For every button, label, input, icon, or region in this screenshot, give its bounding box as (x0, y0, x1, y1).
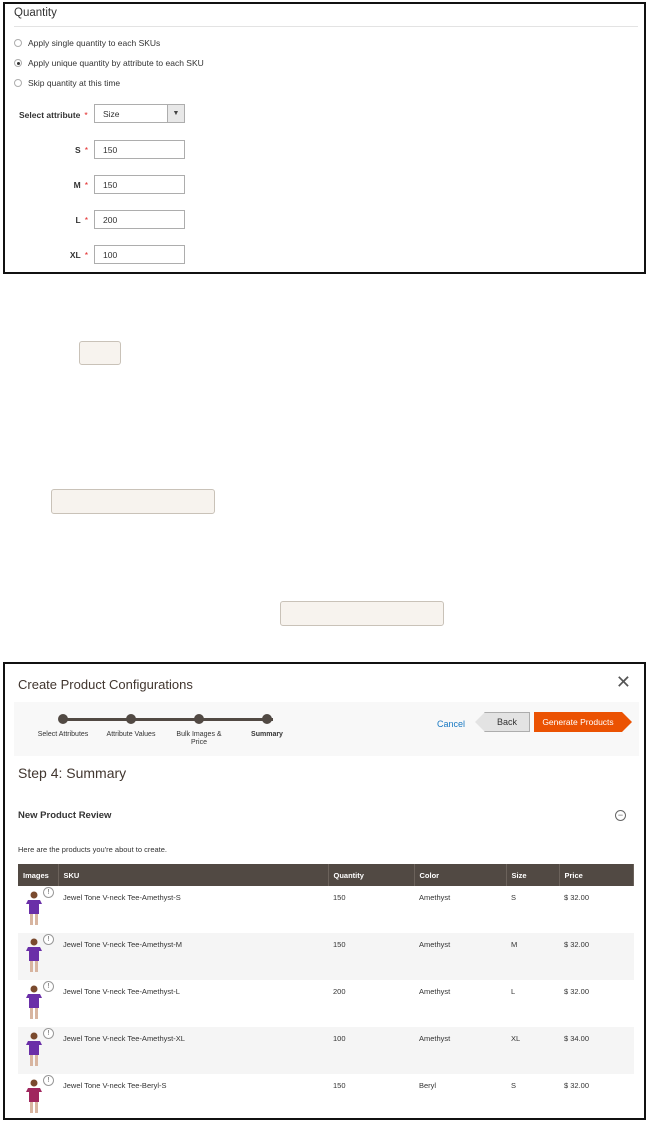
table-row (18, 1027, 634, 1074)
price-cell: $ 32.00 (564, 893, 590, 902)
section-description: Here are the products you're about to create. (18, 845, 168, 854)
select-attribute-text: Select attribute (19, 110, 81, 120)
size-l-label (45, 215, 88, 225)
chevron-down-icon[interactable]: ▼ (167, 105, 184, 122)
required-marker: * (84, 215, 88, 225)
color-cell: Amethyst (419, 987, 451, 996)
sku-cell: Jewel Tone V-neck Tee-Amethyst-M (58, 933, 328, 980)
table-row (18, 886, 634, 933)
info-badge-icon[interactable]: ! (43, 887, 54, 898)
quantity-cell: 200 (333, 987, 346, 996)
table-row (18, 933, 634, 980)
price-cell: $ 34.00 (559, 1027, 634, 1074)
blank-button-placeholder (51, 489, 215, 514)
required-marker: * (84, 250, 88, 260)
size-label-text: XL (69, 250, 81, 260)
image-cell (18, 1027, 58, 1074)
quantity-cell: 150 (333, 893, 346, 902)
column-header: Images (18, 864, 58, 886)
radio-button-selected[interactable] (14, 59, 22, 67)
required-marker: * (84, 110, 88, 120)
sku-cell: Jewel Tone V-neck Tee-Amethyst-XL (58, 1027, 328, 1074)
radio-button[interactable] (14, 79, 22, 87)
radio-label: Skip quantity at this time (28, 78, 121, 88)
info-badge-icon[interactable]: ! (43, 1028, 54, 1039)
section-title: New Product Review (18, 810, 112, 821)
wizard-steps-bar (14, 702, 639, 756)
products-table (18, 864, 634, 1120)
color-cell: Beryl (419, 1081, 437, 1090)
blank-button-placeholder (79, 341, 121, 365)
back-button[interactable]: Back (484, 712, 530, 732)
size-l-quantity-input[interactable]: 200 (94, 210, 185, 229)
column-header: Size (506, 864, 559, 886)
quantity-cell: 150 (333, 1081, 346, 1090)
close-icon[interactable]: ✕ (615, 672, 631, 692)
quantity-title: Quantity (14, 7, 57, 19)
color-cell: Amethyst (414, 1027, 506, 1074)
collapse-icon[interactable]: − (615, 810, 626, 821)
attribute-select-value: Size (103, 109, 120, 119)
sku-cell: Jewel Tone V-neck Tee-Beryl-S (63, 1081, 167, 1090)
column-header: Quantity (328, 864, 414, 886)
divider (14, 26, 638, 27)
price-cell: $ 32.00 (564, 1081, 590, 1090)
step-label: Bulk Images & Price (176, 731, 222, 747)
step-progress-line (63, 718, 273, 721)
quantity-panel (3, 2, 646, 274)
info-badge-icon[interactable]: ! (43, 981, 54, 992)
size-cell: M (506, 933, 559, 980)
radio-unique-quantity[interactable] (14, 58, 204, 68)
size-label-text: L (75, 215, 81, 225)
column-header: SKU (58, 864, 328, 886)
size-label-text: M (73, 180, 81, 190)
step-4-dot[interactable] (262, 714, 272, 724)
image-cell (18, 886, 58, 933)
table-header-row (18, 864, 634, 886)
blank-button-placeholder (280, 601, 444, 626)
radio-single-quantity[interactable] (14, 38, 160, 48)
step-label-active: Summary (251, 731, 283, 738)
radio-button[interactable] (14, 39, 22, 47)
info-badge-icon[interactable]: ! (43, 934, 54, 945)
sku-cell: Jewel Tone V-neck Tee-Amethyst-S (63, 893, 181, 902)
product-thumbnail[interactable] (23, 984, 51, 1020)
size-s-quantity-input[interactable]: 150 (94, 140, 185, 159)
step-1-dot[interactable] (58, 714, 68, 724)
price-cell: $ 32.00 (564, 987, 590, 996)
image-cell (18, 980, 58, 1027)
size-xl-label (45, 250, 88, 260)
select-attribute-label (19, 110, 88, 120)
create-configurations-panel (3, 662, 646, 1120)
radio-skip-quantity[interactable] (14, 78, 120, 88)
product-thumbnail[interactable] (23, 890, 51, 926)
step-heading: Step 4: Summary (18, 765, 127, 781)
color-cell: Amethyst (419, 893, 451, 902)
radio-label: Apply single quantity to each SKUs (28, 38, 161, 48)
size-cell: XL (506, 1027, 559, 1074)
product-thumbnail[interactable] (23, 1078, 51, 1114)
quantity-cell: 150 (328, 933, 414, 980)
table-row (18, 980, 634, 1027)
info-badge-icon[interactable]: ! (43, 1075, 54, 1086)
column-header: Price (559, 864, 634, 886)
product-thumbnail[interactable] (23, 937, 51, 973)
step-3-dot[interactable] (194, 714, 204, 724)
size-xl-quantity-input[interactable]: 100 (94, 245, 185, 264)
table-row (18, 1074, 634, 1120)
step-2-dot[interactable] (126, 714, 136, 724)
size-m-quantity-input[interactable]: 150 (94, 175, 185, 194)
size-label-text: S (75, 145, 81, 155)
attribute-select[interactable] (94, 104, 185, 123)
step-label: Select Attributes (37, 731, 89, 738)
cancel-link[interactable]: Cancel (437, 719, 466, 729)
column-header: Color (414, 864, 506, 886)
image-cell (18, 1074, 58, 1120)
radio-label: Apply unique quantity by attribute to each SKU (28, 58, 204, 68)
sku-cell: Jewel Tone V-neck Tee-Amethyst-L (63, 987, 180, 996)
size-cell: S (511, 1081, 517, 1090)
color-cell: Amethyst (414, 933, 506, 980)
generate-products-button[interactable]: Generate Products (534, 712, 622, 732)
size-cell: S (511, 893, 517, 902)
size-s-label (45, 145, 88, 155)
size-cell: L (511, 987, 516, 996)
step-label: Attribute Values (106, 731, 156, 738)
required-marker: * (84, 180, 88, 190)
quantity-cell: 100 (328, 1027, 414, 1074)
required-marker: * (84, 145, 88, 155)
image-cell (18, 933, 58, 980)
size-m-label (45, 180, 88, 190)
modal-title: Create Product Configurations (18, 677, 193, 692)
product-thumbnail[interactable] (23, 1031, 51, 1067)
price-cell: $ 32.00 (559, 933, 634, 980)
